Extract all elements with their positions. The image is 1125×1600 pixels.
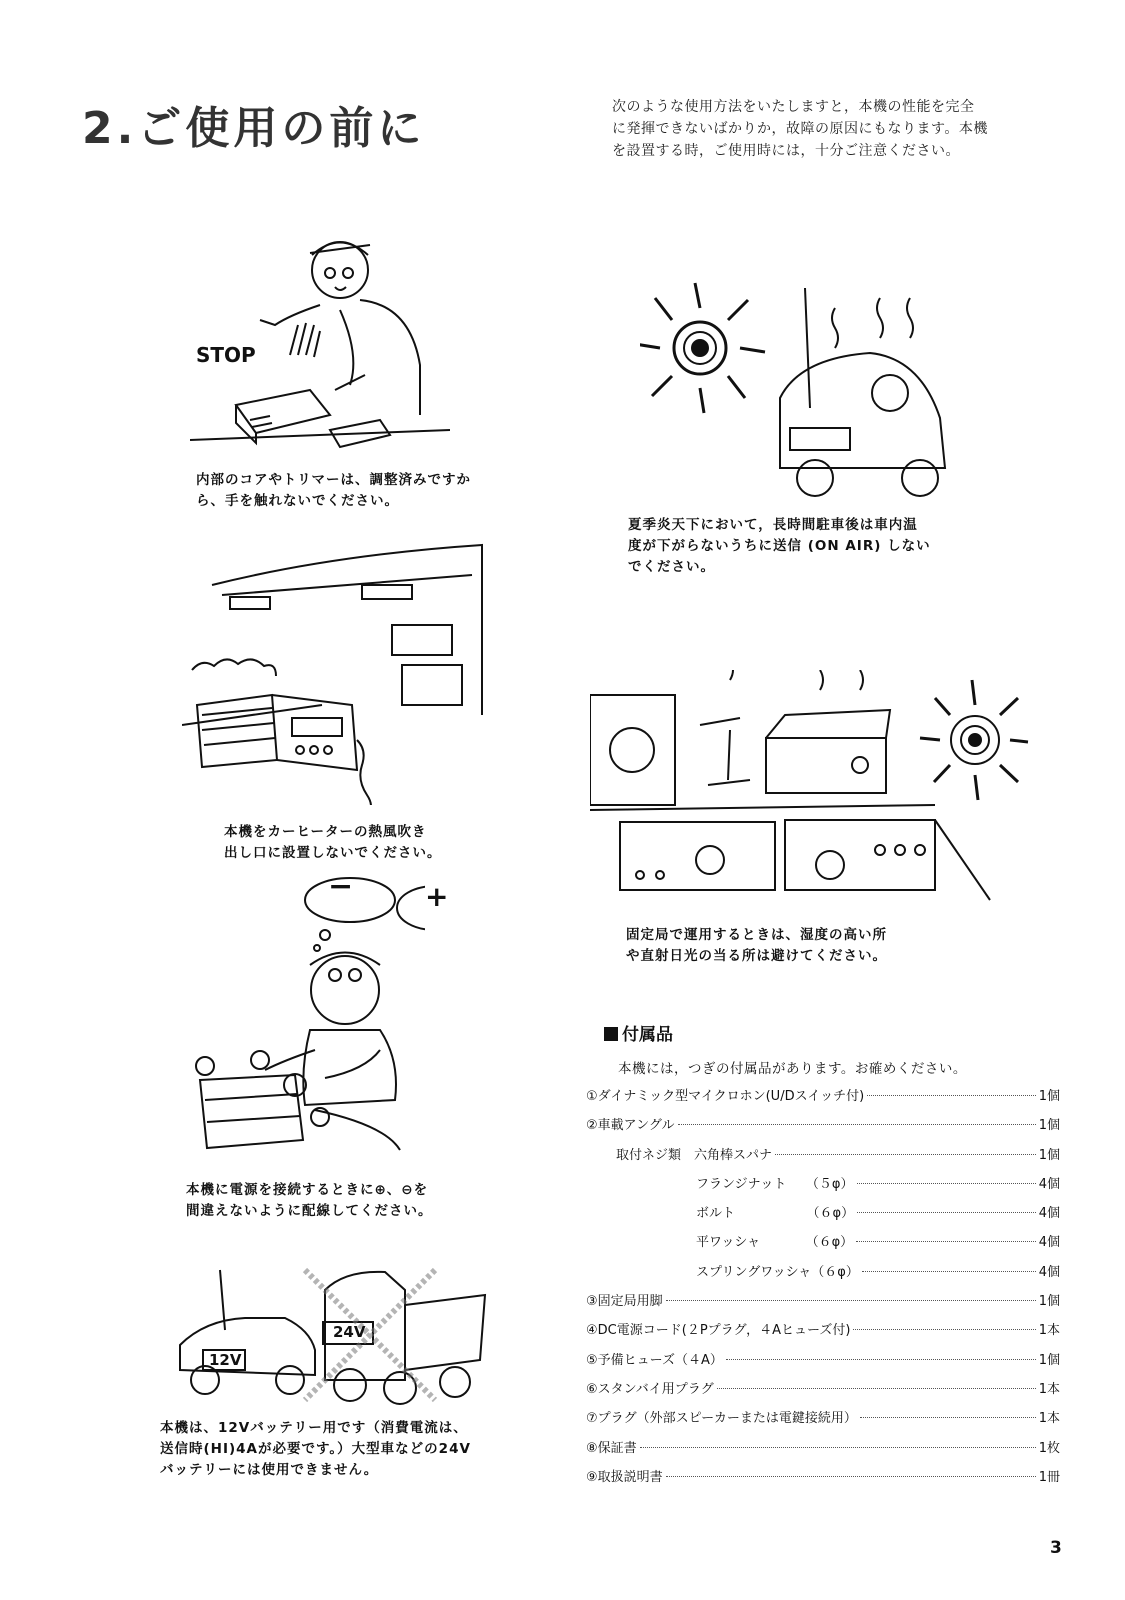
square-bullet-icon bbox=[604, 1027, 618, 1041]
accessory-qty: 1本 bbox=[1038, 1323, 1060, 1339]
accessories-intro: 本機には，つぎの付属品があります。お確めください。 bbox=[618, 1061, 967, 1077]
accessory-row bbox=[586, 1114, 1060, 1143]
minus-bubble-sign: − bbox=[328, 869, 354, 904]
accessory-name: フランジナット （５φ） bbox=[696, 1176, 854, 1192]
label-24v: 24V bbox=[333, 1323, 366, 1341]
dot-leader bbox=[853, 1329, 1035, 1330]
dot-leader bbox=[857, 1212, 1036, 1213]
accessory-name: ①ダイナミック型マイクロホン(U/Dスイッチ付) bbox=[586, 1089, 865, 1104]
accessory-name: ⑥スタンバイ用プラグ bbox=[586, 1381, 714, 1397]
accessory-qty: 1個 bbox=[1038, 1352, 1060, 1368]
plus-bubble-sign: + bbox=[425, 880, 449, 913]
accessory-name: 取付ネジ類 六角棒スパナ bbox=[616, 1147, 773, 1163]
caption-line: 送信時(HI)4Aが必要です。）大型車などの24V bbox=[160, 1441, 471, 1457]
dot-leader bbox=[666, 1476, 1036, 1477]
summer-car-illustration bbox=[640, 278, 960, 498]
caption-line: 本機は、12Vバッテリー用です（消費電流は、 bbox=[160, 1420, 468, 1436]
accessory-row bbox=[586, 1173, 1060, 1202]
dot-leader bbox=[862, 1271, 1036, 1272]
intro-line: を設置する時，ご使用時には，十分ご注意ください。 bbox=[612, 143, 960, 159]
accessory-name: スプリングワッシャ（６φ） bbox=[696, 1264, 859, 1280]
accessory-row bbox=[586, 1144, 1060, 1173]
intro-line: 次のような使用方法をいたしますと，本機の性能を完全 bbox=[612, 99, 975, 115]
dot-leader bbox=[640, 1447, 1036, 1448]
dot-leader bbox=[717, 1388, 1036, 1389]
accessory-qty: 4個 bbox=[1038, 1264, 1060, 1280]
battery-caption bbox=[160, 1418, 471, 1481]
accessory-qty: 1冊 bbox=[1038, 1469, 1060, 1485]
caption-line: 夏季炎天下において，長時間駐車後は車内温 bbox=[628, 517, 918, 533]
accessory-row bbox=[586, 1466, 1060, 1495]
sun-icon bbox=[640, 283, 765, 413]
dot-leader bbox=[666, 1300, 1036, 1301]
dot-leader bbox=[856, 1241, 1036, 1242]
caption-line: バッテリーには使用できません。 bbox=[160, 1462, 379, 1478]
accessory-name: ③固定局用脚 bbox=[586, 1294, 663, 1310]
accessory-row bbox=[586, 1319, 1060, 1348]
accessory-row bbox=[586, 1202, 1060, 1231]
accessory-name: ④DC電源コード(２Pプラグ，４Aヒューズ付) bbox=[586, 1323, 851, 1339]
accessory-name: 平ワッシャ （６φ） bbox=[696, 1235, 854, 1251]
accessory-row bbox=[586, 1261, 1060, 1290]
dot-leader bbox=[860, 1417, 1036, 1418]
accessory-row bbox=[586, 1349, 1060, 1378]
accessory-name: ②車載アングル bbox=[586, 1118, 675, 1134]
battery-voltage-illustration bbox=[175, 1250, 495, 1410]
polarity-illustration bbox=[185, 869, 449, 1160]
accessories-heading bbox=[604, 1020, 673, 1045]
caption-line: 本機をカーヒーターの熱風吹き bbox=[224, 824, 427, 840]
accessory-row bbox=[586, 1290, 1060, 1319]
dot-leader bbox=[775, 1154, 1036, 1155]
accessory-row bbox=[586, 1231, 1060, 1260]
fixed-station-illustration bbox=[590, 670, 1030, 910]
accessory-row bbox=[586, 1378, 1060, 1407]
accessory-row bbox=[586, 1085, 1060, 1114]
accessory-qty: 1個 bbox=[1038, 1118, 1060, 1134]
accessory-row bbox=[586, 1437, 1060, 1466]
polarity-caption bbox=[186, 1180, 433, 1222]
dot-leader bbox=[867, 1095, 1036, 1096]
intro-line: に発揮できないばかりか，故障の原因にもなります。本機 bbox=[612, 121, 988, 137]
intro-paragraph bbox=[612, 96, 1062, 162]
accessory-qty: 1個 bbox=[1038, 1147, 1060, 1163]
accessory-qty: 1個 bbox=[1038, 1294, 1060, 1310]
caption-line: や直射日光の当る所は避けてください。 bbox=[626, 948, 887, 964]
accessory-qty: 1枚 bbox=[1038, 1440, 1060, 1456]
accessory-row bbox=[586, 1407, 1060, 1436]
dot-leader bbox=[857, 1183, 1036, 1184]
caption-line: 出し口に設置しないでください。 bbox=[224, 845, 442, 861]
car-heater-illustration bbox=[182, 535, 502, 805]
label-12v: 12V bbox=[209, 1351, 242, 1369]
heater-caption bbox=[224, 822, 442, 864]
caption-line: 内部のコアやトリマーは、調整済みですか bbox=[196, 472, 471, 488]
caption-line: 度が下がらないうちに送信 (ON AIR) しない bbox=[628, 538, 931, 554]
accessory-name: ⑨取扱説明書 bbox=[586, 1469, 663, 1485]
accessory-qty: 1本 bbox=[1038, 1411, 1060, 1427]
accessory-name: ⑧保証書 bbox=[586, 1440, 637, 1456]
sun-icon bbox=[920, 680, 1028, 800]
fixed-station-caption bbox=[626, 925, 887, 967]
accessory-name: ⑤予備ヒューズ（４A） bbox=[586, 1352, 723, 1368]
dot-leader bbox=[726, 1359, 1036, 1360]
accessories-heading-text: 付属品 bbox=[622, 1025, 673, 1045]
accessory-name: ボルト （６φ） bbox=[696, 1206, 855, 1222]
summer-caption bbox=[628, 515, 931, 578]
trimmer-caption bbox=[196, 470, 471, 512]
accessory-qty: 1個 bbox=[1038, 1089, 1060, 1104]
accessory-qty: 4個 bbox=[1038, 1176, 1060, 1192]
accessory-qty: 4個 bbox=[1038, 1206, 1060, 1222]
accessory-qty: 4個 bbox=[1038, 1235, 1060, 1251]
page-number: 3 bbox=[1050, 1538, 1062, 1558]
page-title: 2.ご使用の前に bbox=[82, 103, 426, 154]
dot-leader bbox=[678, 1124, 1036, 1125]
caption-line: ら、手を触れないでください。 bbox=[196, 493, 399, 509]
caption-line: 間違えないように配線してください。 bbox=[186, 1203, 433, 1219]
accessory-name: ⑦プラグ（外部スピーカーまたは電鍵接続用） bbox=[586, 1411, 857, 1427]
caption-line: でください。 bbox=[628, 559, 715, 575]
caption-line: 本機に電源を接続するときに⊕、⊖を bbox=[186, 1182, 429, 1198]
accessories-list bbox=[586, 1085, 1060, 1495]
trimmer-warning-illustration bbox=[190, 215, 450, 455]
accessory-qty: 1本 bbox=[1038, 1381, 1060, 1397]
caption-line: 固定局で運用するときは、湿度の高い所 bbox=[626, 927, 887, 943]
stop-label: STOP bbox=[196, 343, 256, 367]
